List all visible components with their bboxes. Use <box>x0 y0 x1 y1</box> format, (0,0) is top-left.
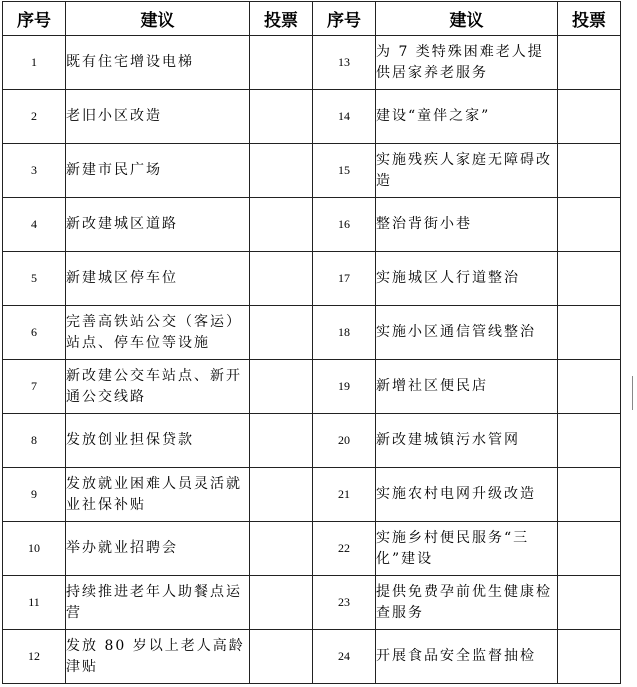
suggestion-text-right: 实施残疾人家庭无障碍改造 <box>376 144 558 198</box>
suggestion-text-left: 新建市民广场 <box>66 144 250 198</box>
item-number-left: 6 <box>3 306 66 360</box>
item-number-left: 5 <box>3 252 66 306</box>
vote-cell-right[interactable] <box>558 576 621 630</box>
vote-cell-left[interactable] <box>250 144 313 198</box>
suggestion-text-right: 整治背街小巷 <box>376 198 558 252</box>
item-number-right: 17 <box>313 252 376 306</box>
header-suggestion-left: 建议 <box>66 2 250 36</box>
item-number-left: 7 <box>3 360 66 414</box>
item-number-right: 20 <box>313 414 376 468</box>
suggestion-text-left: 发放就业困难人员灵活就业社保补贴 <box>66 468 250 522</box>
item-number-right: 16 <box>313 198 376 252</box>
suggestion-text-left: 发放创业担保贷款 <box>66 414 250 468</box>
vote-cell-right[interactable] <box>558 144 621 198</box>
item-number-left: 10 <box>3 522 66 576</box>
vote-cell-right[interactable] <box>558 90 621 144</box>
item-number-right: 15 <box>313 144 376 198</box>
item-number-left: 3 <box>3 144 66 198</box>
item-number-right: 23 <box>313 576 376 630</box>
item-number-left: 12 <box>3 630 66 684</box>
vote-cell-left[interactable] <box>250 576 313 630</box>
item-number-right: 21 <box>313 468 376 522</box>
table-row <box>3 90 621 144</box>
suggestion-text-right: 实施乡村便民服务“三化”建设 <box>376 522 558 576</box>
item-number-right: 19 <box>313 360 376 414</box>
item-number-right: 13 <box>313 36 376 90</box>
suggestion-text-left: 发放 80 岁以上老人高龄津贴 <box>66 630 250 684</box>
header-index-left: 序号 <box>3 2 66 36</box>
vote-cell-left[interactable] <box>250 90 313 144</box>
item-number-left: 9 <box>3 468 66 522</box>
suggestion-text-left: 既有住宅增设电梯 <box>66 36 250 90</box>
header-vote-left: 投票 <box>250 2 313 36</box>
vote-cell-right[interactable] <box>558 306 621 360</box>
item-number-right: 18 <box>313 306 376 360</box>
header-row <box>3 2 621 36</box>
vote-cell-right[interactable] <box>558 414 621 468</box>
suggestion-text-left: 老旧小区改造 <box>66 90 250 144</box>
suggestion-text-left: 举办就业招聘会 <box>66 522 250 576</box>
suggestion-text-left: 新建城区停车位 <box>66 252 250 306</box>
suggestion-text-left: 完善高铁站公交（客运）站点、停车位等设施 <box>66 306 250 360</box>
item-number-left: 4 <box>3 198 66 252</box>
edge-mark <box>632 376 633 410</box>
header-suggestion-right: 建议 <box>376 2 558 36</box>
table-row <box>3 630 621 684</box>
item-number-left: 2 <box>3 90 66 144</box>
vote-cell-left[interactable] <box>250 252 313 306</box>
item-number-left: 1 <box>3 36 66 90</box>
table-row <box>3 198 621 252</box>
suggestion-text-right: 新增社区便民店 <box>376 360 558 414</box>
vote-cell-right[interactable] <box>558 36 621 90</box>
vote-cell-right[interactable] <box>558 252 621 306</box>
suggestion-text-right: 实施小区通信管线整治 <box>376 306 558 360</box>
suggestion-text-left: 持续推进老年人助餐点运营 <box>66 576 250 630</box>
suggestion-text-right: 实施农村电网升级改造 <box>376 468 558 522</box>
vote-cell-left[interactable] <box>250 36 313 90</box>
item-number-right: 24 <box>313 630 376 684</box>
table-row <box>3 522 621 576</box>
suggestion-text-left: 新改建城区道路 <box>66 198 250 252</box>
suggestion-text-right: 实施城区人行道整治 <box>376 252 558 306</box>
table-row <box>3 252 621 306</box>
vote-cell-right[interactable] <box>558 630 621 684</box>
vote-cell-left[interactable] <box>250 360 313 414</box>
suggestion-text-right: 开展食品安全监督抽检 <box>376 630 558 684</box>
table-row <box>3 144 621 198</box>
vote-cell-left[interactable] <box>250 630 313 684</box>
item-number-left: 11 <box>3 576 66 630</box>
table-row <box>3 468 621 522</box>
suggestion-text-right: 新改建城镇污水管网 <box>376 414 558 468</box>
suggestion-text-right: 建设“童伴之家” <box>376 90 558 144</box>
vote-cell-left[interactable] <box>250 522 313 576</box>
item-number-right: 14 <box>313 90 376 144</box>
suggestion-text-right: 提供免费孕前优生健康检查服务 <box>376 576 558 630</box>
table-row <box>3 576 621 630</box>
table-row <box>3 306 621 360</box>
vote-cell-right[interactable] <box>558 522 621 576</box>
suggestion-ballot-table <box>2 1 621 684</box>
vote-cell-right[interactable] <box>558 468 621 522</box>
table-row <box>3 414 621 468</box>
ballot-body <box>3 36 621 684</box>
vote-cell-right[interactable] <box>558 360 621 414</box>
vote-cell-left[interactable] <box>250 468 313 522</box>
table-row <box>3 360 621 414</box>
header-index-right: 序号 <box>313 2 376 36</box>
suggestion-text-left: 新改建公交车站点、新开通公交线路 <box>66 360 250 414</box>
item-number-right: 22 <box>313 522 376 576</box>
item-number-left: 8 <box>3 414 66 468</box>
vote-cell-left[interactable] <box>250 198 313 252</box>
vote-cell-left[interactable] <box>250 414 313 468</box>
table-row <box>3 36 621 90</box>
suggestion-text-right: 为 7 类特殊困难老人提供居家养老服务 <box>376 36 558 90</box>
header-vote-right: 投票 <box>558 2 621 36</box>
vote-cell-left[interactable] <box>250 306 313 360</box>
vote-cell-right[interactable] <box>558 198 621 252</box>
